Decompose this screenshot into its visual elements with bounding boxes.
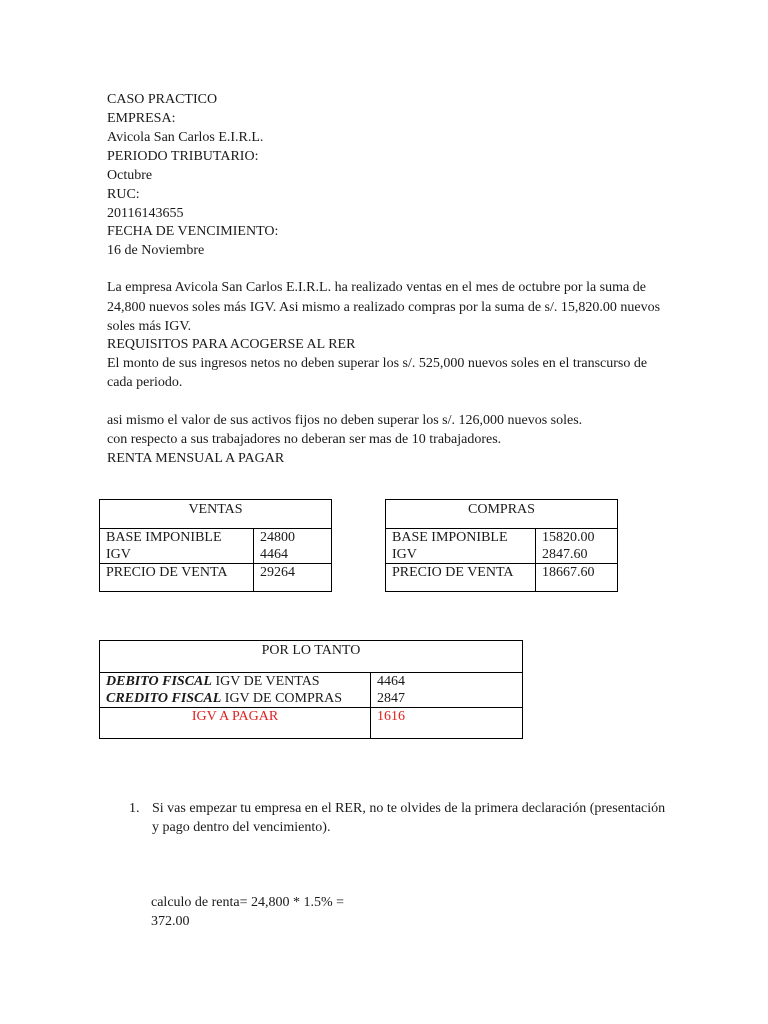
summary-title: POR LO TANTO: [100, 641, 523, 673]
paragraph-line: soles más IGV.: [107, 319, 192, 334]
ventas-values: [254, 529, 332, 564]
ventas-table: [99, 499, 332, 592]
requirements-heading: REQUISITOS PARA ACOGERSE AL RER: [107, 337, 356, 352]
paragraph-line: 24,800 nuevos soles más IGV. Asi mismo a realizado compras por la suma de s/. 15,820.00 nuevos: [107, 300, 661, 315]
ventas-price-value: 29264: [254, 564, 332, 592]
compras-price-label: PRECIO DE VENTA: [386, 564, 536, 592]
ventas-base-label: BASE IMPONIBLE: [106, 530, 222, 545]
summary-values: [371, 673, 523, 708]
paragraph-line: con respecto a sus trabajadores no deberan ser mas de 10 trabajadores.: [107, 432, 502, 447]
rent-heading: RENTA MENSUAL A PAGAR: [107, 451, 285, 466]
igv-to-pay-value: 1616: [371, 708, 523, 739]
debit-fiscal-value: 4464: [377, 674, 405, 689]
list-text: Si vas empezar tu empresa en el RER, no te olvides de la primera declaración (presentación y pago dentro del vencimiento).: [152, 801, 666, 835]
calc-result: 372.00: [151, 914, 190, 929]
due-date-value: 16 de Noviembre: [107, 243, 205, 258]
calc-line: calculo de renta= 24,800 * 1.5% =: [151, 895, 345, 910]
due-date-label: FECHA DE VENCIMIENTO:: [107, 224, 279, 239]
case-title: CASO PRACTICO: [107, 92, 218, 107]
ruc-label: RUC:: [107, 187, 140, 202]
ventas-title: VENTAS: [100, 500, 332, 529]
compras-base-label: BASE IMPONIBLE: [392, 530, 508, 545]
period-value: Octubre: [107, 168, 153, 183]
ventas-base-value: 24800: [260, 530, 295, 545]
debit-fiscal-rest: IGV DE VENTAS: [211, 674, 320, 689]
company-label: EMPRESA:: [107, 111, 176, 126]
ventas-igv-value: 4464: [260, 547, 288, 562]
paragraph-line: La empresa Avicola San Carlos E.I.R.L. ha realizado ventas en el mes de octubre por la suma de: [107, 280, 646, 295]
compras-base-value: 15820.00: [542, 530, 595, 545]
compras-table: [385, 499, 618, 592]
paragraph-line: asi mismo el valor de sus activos fijos no deben superar los s/. 126,000 nuevos soles.: [107, 413, 583, 428]
credit-fiscal-label: [106, 690, 364, 707]
ventas-igv-label: IGV: [106, 547, 131, 562]
paragraph-line: El monto de sus ingresos netos no deben superar los s/. 525,000 nuevos soles en el transcurso de: [107, 356, 648, 371]
debit-fiscal-bold: DEBITO FISCAL: [106, 674, 212, 689]
list-number: 1.: [129, 801, 140, 816]
ruc-value: 20116143655: [107, 206, 184, 221]
credit-fiscal-rest: IGV DE COMPRAS: [221, 691, 342, 706]
period-label: PERIODO TRIBUTARIO:: [107, 149, 259, 164]
summary-labels: [100, 673, 371, 708]
compras-title: COMPRAS: [386, 500, 618, 529]
credit-fiscal-bold: CREDITO FISCAL: [106, 691, 222, 706]
ventas-price-label: PRECIO DE VENTA: [100, 564, 254, 592]
compras-igv-value: 2847.60: [542, 547, 588, 562]
paragraph-line: cada periodo.: [107, 375, 183, 390]
company-name: Avicola San Carlos E.I.R.L.: [107, 130, 264, 145]
ventas-labels: [100, 529, 254, 564]
summary-table: [99, 640, 523, 739]
compras-igv-label: IGV: [392, 547, 417, 562]
credit-fiscal-value: 2847: [377, 691, 405, 706]
compras-price-value: 18667.60: [536, 564, 618, 592]
igv-to-pay-label: IGV A PAGAR: [100, 708, 371, 739]
compras-values: [536, 529, 618, 564]
debit-fiscal-label: [106, 673, 364, 690]
compras-labels: [386, 529, 536, 564]
